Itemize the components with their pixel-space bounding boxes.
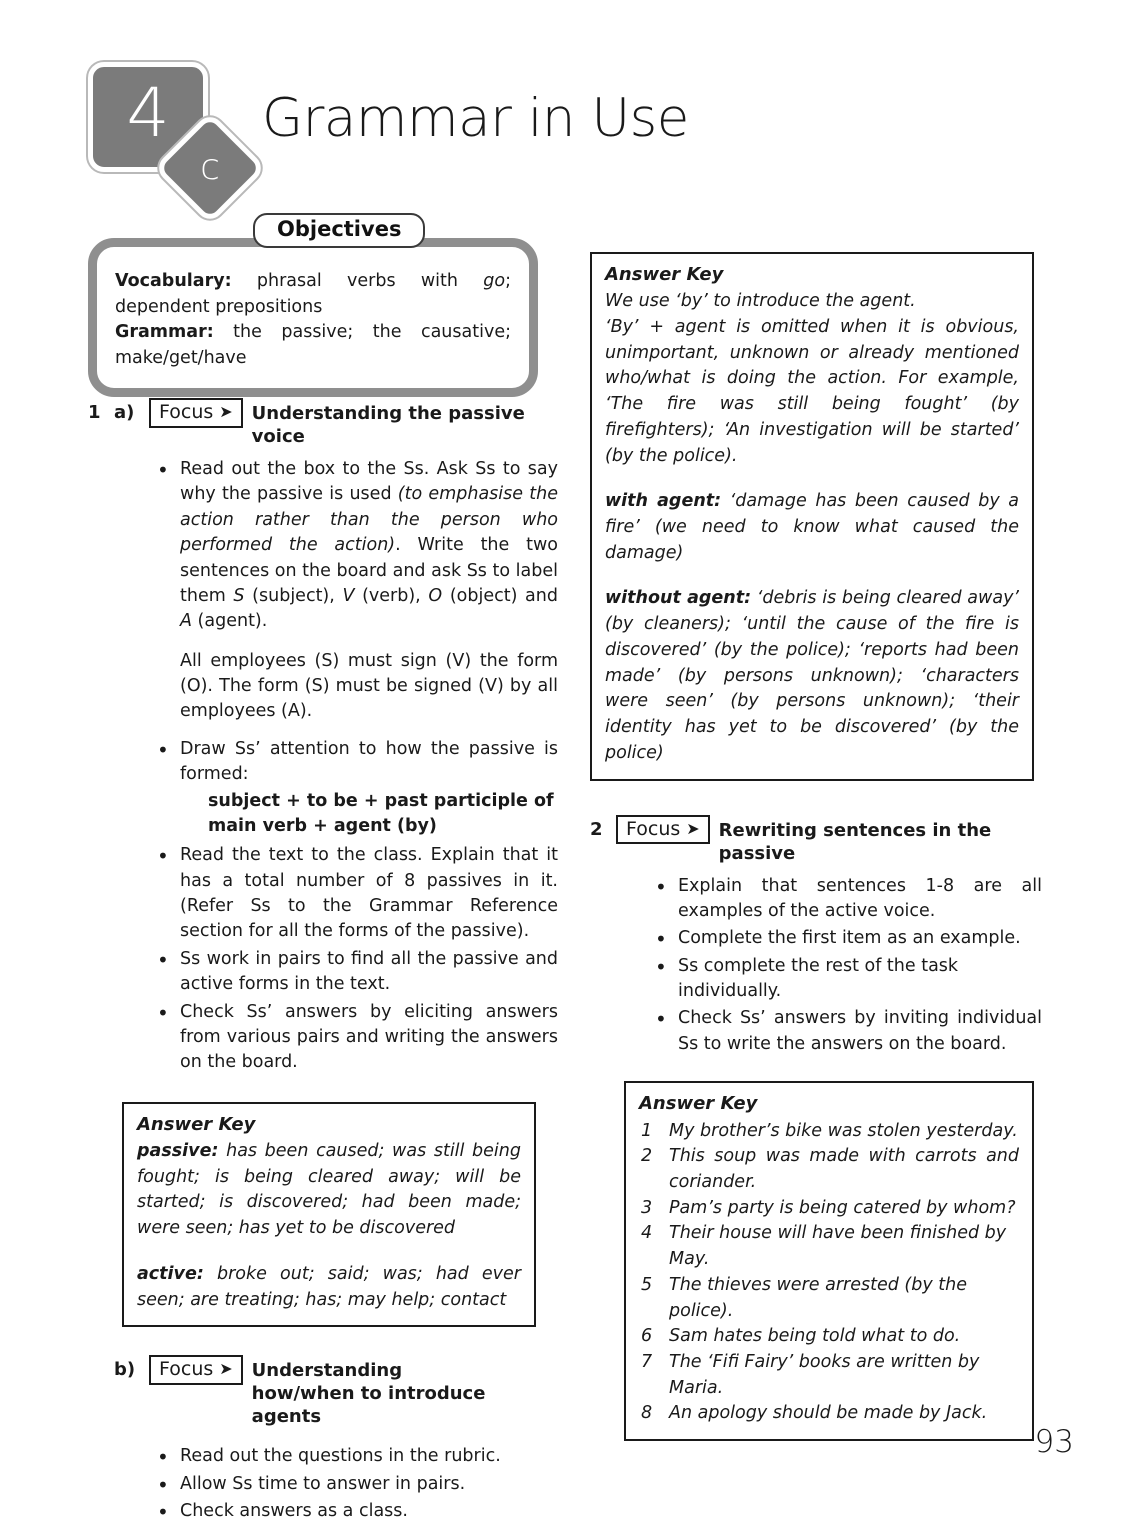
task-1a-content — [153, 457, 558, 1076]
list-item — [639, 1273, 1019, 1324]
task-1a-bullet-list-1 — [153, 457, 558, 635]
active-label: active: — [137, 1263, 204, 1284]
task-2-number: 2 — [590, 818, 603, 840]
page-number: 93 — [1034, 1424, 1074, 1460]
answer-key-box-left — [122, 1102, 536, 1328]
objectives-label: Objectives — [253, 213, 425, 248]
focus-label: Focus — [159, 401, 214, 423]
focus-chip-1b[interactable] — [149, 1355, 243, 1385]
task-1b-spacer — [88, 1355, 114, 1358]
list-item: • Ss work in pairs to find all the passive and active forms in the text. — [153, 947, 558, 998]
bullet-label-a: A — [180, 611, 192, 632]
answer-key-passive — [137, 1139, 521, 1242]
task-1a-title: Understanding the passive voice — [251, 403, 525, 448]
bullet-label-v: V — [342, 585, 355, 606]
answer-key-without-agent — [605, 586, 1019, 766]
task-2-heading — [590, 815, 1042, 865]
bullet-text-italic: (to emphasise the action rather than the person who performed the action) — [180, 484, 558, 556]
focus-chip-2[interactable] — [616, 815, 710, 845]
bullet-text-pre: Read out the box to the Ss. Ask Ss to say why the passive is used — [180, 459, 558, 505]
bullet-label-o: O — [428, 585, 443, 606]
grammar-text: the passive; the causative; make/get/have — [115, 322, 511, 369]
list-item — [153, 737, 558, 840]
answer-key-para-1: We use ‘by’ to introduce the agent. — [605, 291, 916, 312]
active-text: broke out; said; was; had ever seen; are treating; has; may help; contact — [137, 1263, 521, 1310]
task-1a-example-sentences — [153, 649, 558, 725]
vocabulary-text-2: ; dependent prepositions — [115, 271, 511, 317]
bullet-formed-text: Draw Ss’ attention to how the passive is formed: — [180, 738, 558, 785]
objectives-text — [115, 269, 511, 372]
answer-key-numbered-list — [639, 1119, 1019, 1428]
task-2-bullet-list — [651, 874, 1042, 1058]
arrow-right-icon: ➤ — [219, 402, 233, 421]
vocabulary-text-1: phrasal verbs with — [231, 271, 484, 291]
bullet-text-post: (subject), — [244, 585, 343, 606]
focus-chip-1a[interactable] — [149, 398, 243, 428]
unit-badge — [88, 62, 268, 207]
item-number: 3 — [641, 1197, 653, 1218]
task-1b-content — [153, 1444, 558, 1524]
page-title: Grammar in Use — [262, 88, 689, 149]
item-text: An apology should be made by Jack. — [669, 1403, 988, 1424]
list-item: • Complete the first item as an example. — [651, 926, 1042, 951]
task-1a-bullet-list-2 — [153, 737, 558, 1076]
unit-number: 4 — [126, 74, 170, 153]
item-number: 6 — [641, 1326, 653, 1347]
task-2-content — [651, 874, 1042, 1058]
item-text: This soup was made with carrots and coriander. — [669, 1146, 1019, 1192]
item-text: The thieves were arrested (by the police). — [669, 1274, 967, 1321]
answer-key-active — [137, 1262, 521, 1313]
bullet-text-mid: . Write the two sentences on the board and ask Ss to label them — [180, 535, 558, 606]
objectives-body — [88, 238, 538, 397]
arrow-right-icon: ➤ — [219, 1359, 233, 1379]
bullet-text-post3: (object) and — [442, 585, 558, 606]
list-item: • Ss complete the rest of the task individually. — [651, 954, 1042, 1005]
item-number: 7 — [641, 1351, 653, 1372]
with-agent-text: ‘damage has been caused by a fire’ (we need to know what caused the damage) — [605, 491, 1020, 563]
arrow-right-icon: ➤ — [686, 818, 700, 838]
passive-text: has been caused; was still being fought; is being cleared away; will be started; is discovered; had been made; were seen; has yet to be discovered — [137, 1140, 521, 1239]
item-number: 5 — [641, 1274, 653, 1295]
passive-formula: subject + to be + past participle of main verb + agent (by) — [208, 790, 554, 836]
list-item: • Allow Ss time to answer in pairs. — [153, 1472, 558, 1497]
vocabulary-label: Vocabulary: — [115, 271, 232, 291]
item-text: Sam hates being told what to do. — [669, 1326, 961, 1347]
page-header — [0, 0, 1136, 210]
passive-label: passive: — [137, 1140, 219, 1161]
answer-key-title: Answer Key — [639, 1093, 758, 1115]
answer-key-para-2: ‘By’ + agent is omitted when it is obvious, unimportant, unknown or already mentioned who/what is doing the action. For example, ‘The fire was still being fought’ (by firefighters); ‘An investigation will be started’ (by the police). — [605, 317, 1019, 466]
focus-label: Focus — [159, 1358, 214, 1381]
vocabulary-italic: go — [483, 271, 506, 291]
answer-key-title: Answer Key — [605, 264, 724, 285]
task-1-number: 1 — [88, 402, 101, 423]
list-item: • Check answers as a class. — [153, 1499, 558, 1524]
list-item — [639, 1119, 1019, 1145]
item-text: Pam’s party is being catered by whom? — [669, 1197, 1016, 1218]
right-column — [590, 252, 1042, 1441]
left-column — [88, 398, 558, 1527]
without-agent-text: ‘debris is being cleared away’ (by cleaners); ‘until the cause of the fire is discovered’ (by the police); ‘reports had been made’ (by persons unknown); ‘characters were seen’ (by persons unknown); ‘their identity has yet to be discovered’ (by the police) — [605, 588, 1019, 763]
item-number: 8 — [641, 1403, 653, 1424]
bullet-text-post4: (agent). — [191, 611, 268, 632]
item-text: The ‘Fifi Fairy’ books are written by Maria. — [669, 1351, 980, 1398]
task-2-title: Rewriting sentences in the passive — [718, 819, 992, 864]
list-item: • Read out the questions in the rubric. — [153, 1444, 558, 1469]
task-1b-letter: b) — [114, 1359, 136, 1381]
grammar-label: Grammar: — [115, 322, 214, 343]
example-sentences-text: All employees (S) must sign (V) the form (O). The form (S) must be signed (V) by all employees (A). — [180, 650, 558, 722]
focus-label: Focus — [626, 817, 681, 840]
task-1a-letter: a) — [114, 402, 135, 423]
item-number: 4 — [641, 1223, 653, 1244]
without-agent-label: without agent: — [605, 588, 752, 609]
item-text: My brother’s bike was stolen yesterday. — [669, 1120, 1018, 1141]
item-number: 2 — [641, 1146, 653, 1167]
bullet-label-s: S — [233, 585, 245, 606]
bullet-text-post2: (verb), — [354, 585, 429, 606]
unit-letter: c — [200, 147, 220, 188]
list-item: • Check Ss’ answers by eliciting answers from various pairs and writing the answers on the board. — [153, 1000, 558, 1076]
item-text: Their house will have been finished by May. — [669, 1223, 1007, 1270]
with-agent-label: with agent: — [605, 491, 722, 512]
answer-key-box-right-2 — [624, 1081, 1034, 1441]
list-item: • Read the text to the class. Explain that it has a total number of 8 passives in it. (Refer Ss to the Grammar Reference section for all the forms of the passive). — [153, 843, 558, 945]
list-item — [639, 1324, 1019, 1350]
list-item — [639, 1401, 1019, 1427]
item-number: 1 — [641, 1120, 653, 1141]
list-item: • Explain that sentences 1-8 are all examples of the active voice. — [651, 874, 1042, 925]
answer-key-with-agent — [605, 489, 1019, 566]
list-item — [639, 1221, 1019, 1272]
answer-key-title: Answer Key — [137, 1113, 256, 1135]
list-item — [639, 1144, 1019, 1195]
list-item — [153, 457, 558, 635]
list-item — [639, 1196, 1019, 1222]
task-1b-title: Understanding how/when to introduce agents — [251, 1360, 486, 1428]
answer-key-box-right-1 — [590, 252, 1034, 781]
list-item: • Check Ss’ answers by inviting individual Ss to write the answers on the board. — [651, 1006, 1042, 1057]
task-1b-bullet-list — [153, 1444, 558, 1524]
task-1b-heading — [88, 1355, 558, 1428]
list-item — [639, 1350, 1019, 1401]
task-1a-heading — [88, 398, 558, 448]
